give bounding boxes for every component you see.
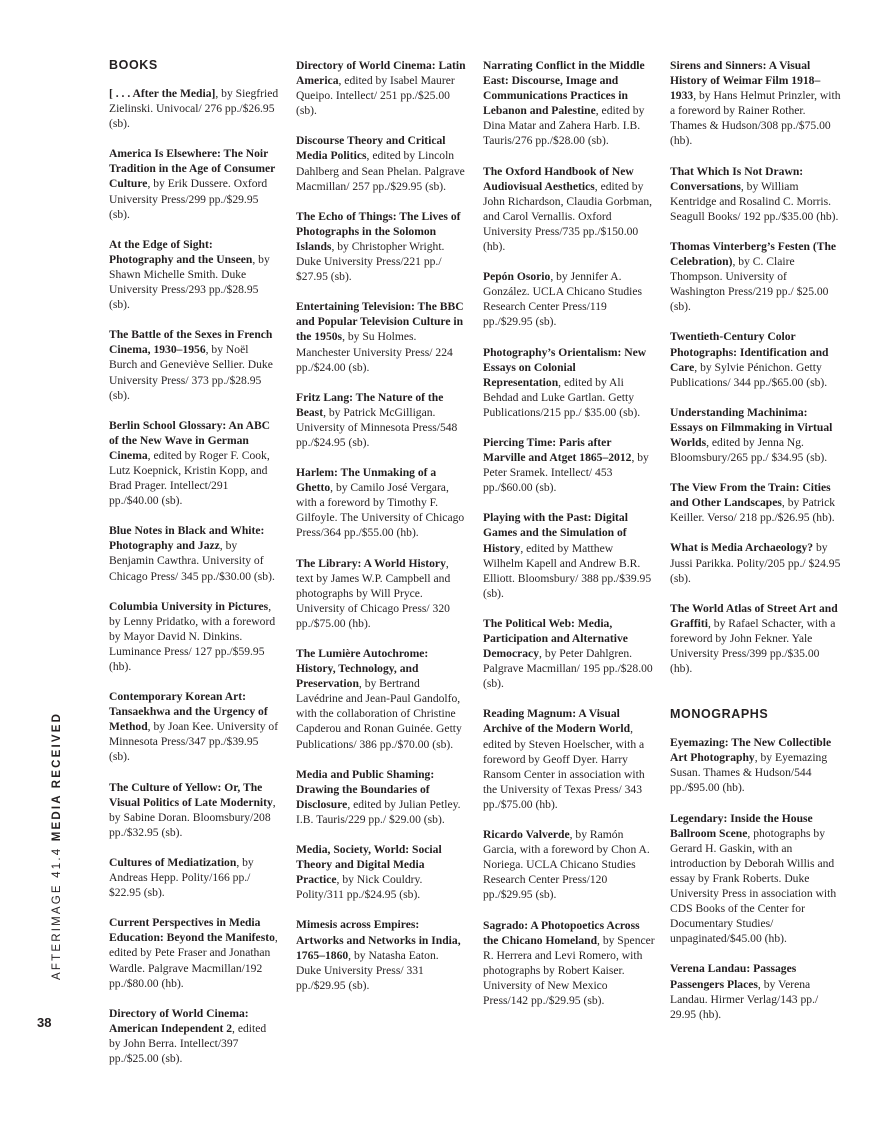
book-title: Media and Public Shaming: Drawing the Boundaries of Disclosure [296,767,435,811]
book-title: Twentieth-Century Color Photographs: Identification and Care [670,330,829,374]
book-entry [670,811,842,947]
book-title: The Oxford Handbook of New Audiovisual Aesthetics [483,164,634,193]
book-title: Photography’s Orientalism: New Essays on Colonial Representation [483,345,647,389]
monographs-heading: MONOGRAPHS [670,707,769,722]
book-entry [483,616,655,691]
book-title: America Is Elsewhere: The Noir Tradition in the Age of Consumer Culture [109,147,276,191]
book-entry [670,329,842,389]
book-entry [483,510,655,601]
book-entry [296,917,466,992]
book-details: , by Noël Burch and Geneviève Sellier. Duke University Press/ 373 pp./$28.95 (sb). [109,343,273,402]
journal-issue: AFTERIMAGE 41.4 [51,841,63,980]
book-details: , edited by Julian Petley. I.B. Tauris/229 pp./ $29.00 (sb). [296,797,461,826]
book-title: Playing with the Past: Digital Games and the Simulation of History [483,511,628,555]
book-details: , by Jennifer A. González. UCLA Chicano Studies Research Center Press/119 pp./$29.95 (sb). [483,270,643,329]
book-entry [483,435,655,495]
book-title: Understanding Machinima: Essays on Filmmaking in Virtual Worlds [670,405,833,449]
book-entry [483,345,655,420]
book-title: Media, Society, World: Social Theory and Digital Media Practice [296,843,442,887]
book-title: What is Media Archaeology? [670,541,814,555]
book-entry [109,327,279,402]
book-entry [296,842,466,902]
book-title: Sagrado: A Photopoetics Across the Chicano Homeland [483,918,640,947]
book-entry [296,465,466,540]
book-details: , by C. Claire Thompson. University of Washington Press/219 pp./ $25.00 (sb). [670,255,829,314]
book-title: Directory of World Cinema: Latin America [296,59,466,88]
book-entry [483,58,655,149]
book-entry [296,390,466,450]
book-entry [296,58,466,118]
book-title: Eyemazing: The New Collectible Art Photography [670,736,832,765]
book-details: , edited by Matthew Wilhelm Kapell and Andrew B.R. Elliott. Bloomsbury/ 388 pp./$39.95 (sb). [483,541,652,600]
book-title: Blue Notes in Black and White: Photography and Jazz [109,524,265,553]
book-title: Entertaining Television: The BBC and Popular Television Culture in the 1950s [296,300,464,344]
book-entry [109,780,279,840]
book-title: The View From the Train: Cities and Other Landscapes [670,481,831,510]
book-title: The Lumière Autochrome: History, Technology, and Preservation [296,647,429,691]
book-details: , by Ramón Garcia, with a foreword by Chon A. Noriega. UCLA Chicano Studies Research Center Press/120 pp./$29.95 (sb). [483,828,650,902]
book-entry [670,961,842,1021]
book-entry [670,480,842,525]
book-details: , by Siegfried Zielinski. Univocal/ 276 pp./$26.95 (sb). [109,87,279,131]
book-title: Harlem: The Unmaking of a Ghetto [296,466,437,495]
book-details: , by Eyemazing Susan. Thames & Hudson/544 pp./$95.00 (hb). [670,751,828,795]
book-entry [109,855,279,900]
book-title: Discourse Theory and Critical Media Politics [296,134,446,163]
book-entry [670,735,842,795]
book-details: , edited by Roger F. Cook, Lutz Koepnick, Kristin Kopp, and Brad Prager. Intellect/291 pp./$40.00 (sb). [109,448,270,508]
book-title: Reading Magnum: A Visual Archive of the Modern World [483,707,631,736]
book-details: , by Bertrand Lavédrine and Jean-Paul Gandolfo, with the collaboration of Christine Capderou and Ronan Guinée. Getty Publications/ 386 pp./$70.00 (sb). [296,677,462,751]
book-title: Legendary: Inside the House Ballroom Scene [670,811,813,840]
book-details: , edited by John Berra. Intellect/397 pp./$25.00 (sb). [109,1021,267,1065]
book-title: Current Perspectives in Media Education: Beyond the Manifesto [109,916,275,945]
book-details: , by Patrick McGilligan. University of Minnesota Press/548 pp./$24.95 (sb). [296,405,458,449]
book-details: , by Natasha Eaton. Duke University Press/ 331 pp./$29.95 (sb). [296,948,439,992]
book-entry [670,601,842,676]
column-3 [483,58,655,1023]
books-heading: BOOKS [109,58,158,72]
book-details: , by Erik Dussere. Oxford University Press/299 pp./$29.95 (sb). [109,177,268,221]
book-details: , by Joan Kee. University of Minnesota Press/347 pp./$39.95 (sb). [109,720,279,764]
book-details: , edited by Ali Behdad and Luke Gartlan. Getty Publications/215 pp./ $35.00 (sb). [483,375,641,419]
book-details: , by Rafael Schacter, with a foreword by John Fekner. Yale University Press/399 pp./$35.00 (hb). [670,616,836,676]
book-details: , by Andreas Hepp. Polity/166 pp./ $22.95 (sb). [109,855,254,900]
book-entry [296,767,466,827]
book-entry [296,299,466,374]
book-entry [109,237,279,312]
book-details: by Jussi Parikka. Polity/205 pp./ $24.95 (sb). [670,541,841,585]
book-title: [ . . . After the Media] [109,87,216,100]
book-entry [109,915,279,990]
book-details: , photographs by Gerard H. Gaskin, with an introduction by Deborah Willis and essay by Frank Roberts. Duke University Press in association with CDS Books of the Center for Documentary Studies/ unpaginated/$45.00 (hb). [670,826,837,946]
book-title: Cultures of Mediatization [109,855,237,869]
book-title: Berlin School Glossary: An ABC of the New Wave in German Cinema [109,418,271,462]
book-title: Columbia University in Pictures [109,599,269,613]
book-title: Ricardo Valverde [483,828,570,842]
book-details: , by William Kentridge and Rosalind C. Morris. Seagull Books/ 192 pp./$35.00 (hb). [670,179,839,223]
book-entry [483,164,655,255]
book-entry [109,523,279,583]
book-details: , by Christopher Wright. Duke University Press/221 pp./ $27.95 (sb). [296,239,445,284]
book-details: , by Peter Dahlgren. Palgrave Macmillan/ 195 pp./$28.00 (sb). [483,647,653,691]
book-details: , by Hans Helmut Prinzler, with a foreword by Rainer Rother. Thames & Hudson/308 pp./$75.00 (hb). [670,89,841,148]
book-entry [109,146,279,221]
book-title: The Library: A World History [296,556,446,570]
column-4 [670,58,842,1037]
book-entry [670,405,842,465]
book-details: , by Patrick Keiller. Verso/ 218 pp./$26.95 (hb). [670,496,836,525]
book-details: , by Camilo José Vergara, with a foreword by Timothy F. Gilfoyle. The University of Chicago Press/364 pp./$55.00 (hb). [296,481,465,540]
book-title: The Echo of Things: The Lives of Photographs in the Solomon Islands [296,209,461,253]
book-title: Pepón Osorio [483,270,551,284]
book-title: Directory of World Cinema: American Independent 2 [109,1006,249,1035]
page-number: 38 [37,1015,52,1030]
book-title: The World Atlas of Street Art and Graffiti [670,601,838,630]
book-details: , by Nick Couldry. Polity/311 pp./$24.95 (sb). [296,873,423,902]
book-entry [670,540,842,585]
running-head [51,712,63,980]
book-entry [670,164,842,224]
book-title: The Political Web: Media, Participation and Alternative Democracy [483,616,628,661]
book-details: , edited by Steven Hoelscher, with a foreword by Geoff Dyer. Harry Ransom Center in association with the University of Texas Press/ 343 pp./$75.00 (hb). [483,722,645,811]
book-title: Thomas Vinterberg’s Festen (The Celebration) [670,239,837,269]
book-entry [483,706,655,812]
book-details: , by Benjamin Cawthra. University of Chicago Press/ 345 pp./$30.00 (sb). [109,539,275,583]
book-entry [109,599,279,674]
book-details: , by Su Holmes. Manchester University Press/ 224 pp./$24.00 (sb). [296,330,453,374]
column-1 [109,58,279,1081]
book-title: Contemporary Korean Art: Tansaekhwa and the Urgency of Method [109,690,268,734]
book-details: , edited by Dina Matar and Zahera Harb. I.B. Tauris/276 pp./$28.00 (sb). [483,104,645,148]
book-title: The Culture of Yellow: Or, The Visual Politics of Late Modernity [109,780,273,809]
book-details: , edited by Isabel Maurer Queipo. Intellect/ 251 pp./$25.00 (sb). [296,74,455,118]
book-title: That Which Is Not Drawn: Conversations [670,164,804,193]
book-title: Sirens and Sinners: A Visual History of Weimar Film 1918–1933 [670,59,821,103]
book-entry [670,58,842,149]
book-details: , by Verena Landau. Hirmer Verlag/143 pp./ 29.95 (hb). [670,977,819,1021]
book-entry [670,239,842,314]
book-entry [296,133,466,193]
section-title: MEDIA RECEIVED [51,711,63,842]
book-title: Narrating Conflict in the Middle East: Discourse, Image and Communications Practices in Lebanon and Palestine [483,59,645,118]
book-title: At the Edge of Sight: Photography and the Unseen [109,237,253,266]
book-title: Fritz Lang: The Nature of the Beast [296,390,444,419]
book-details: , by Peter Sramek. Intellect/ 453 pp./$60.00 (sb). [483,451,649,495]
book-title: Mimesis across Empires: Artworks and Networks in India, 1765–1860 [296,918,461,962]
book-details: , text by James W.P. Campbell and photographs by Will Pryce. University of Chicago Press/ 320 pp./$75.00 (hb). [296,556,451,630]
book-details: , edited by Pete Fraser and Jonathan Wardle. Palgrave Macmillan/192 pp./$80.00 (hb). [109,931,278,990]
book-title: The Battle of the Sexes in French Cinema, 1930–1956 [109,328,273,357]
book-details: , by Sylvie Pénichon. Getty Publications/ 344 pp./$65.00 (sb). [670,360,828,389]
book-entry [109,689,279,764]
book-details: , edited by Lincoln Dahlberg and Sean Phelan. Palgrave Macmillan/ 257 pp./$29.95 (sb). [296,149,465,193]
book-entry [109,86,279,131]
book-entry [296,209,466,284]
column-2 [296,58,466,1008]
book-details: , by Shawn Michelle Smith. Duke University Press/293 pp./$28.95 (sb). [109,252,270,312]
book-details: , by Spencer R. Herrera and Levi Romero, with photographs by Robert Kaiser. University of New Mexico Press/142 pp./$29.95 (sb). [483,933,655,1007]
book-entry [109,1006,279,1066]
book-entry [296,556,466,631]
book-details: , by Lenny Pridatko, with a foreword by Mayor David N. Dinkins. Luminance Press/ 127 pp./$59.95 (hb). [109,599,276,673]
book-details: , by Sabine Doran. Bloomsbury/208 pp./$32.95 (sb). [109,795,276,839]
book-entry [109,418,279,509]
book-entry [483,827,655,902]
book-title: Verena Landau: Passages Passengers Places [670,962,797,991]
book-title: Piercing Time: Paris after Marville and Atget 1865–2012 [483,435,632,465]
book-entry [483,918,655,1009]
book-entry [296,646,466,752]
book-details: , edited by Jenna Ng. Bloomsbury/265 pp./ $34.95 (sb). [670,435,828,465]
book-entry [483,269,655,329]
book-details: , edited by John Richardson, Claudia Gorbman, and Carol Vernallis. Oxford University Press/735 pp./$150.00 (hb). [483,179,653,254]
